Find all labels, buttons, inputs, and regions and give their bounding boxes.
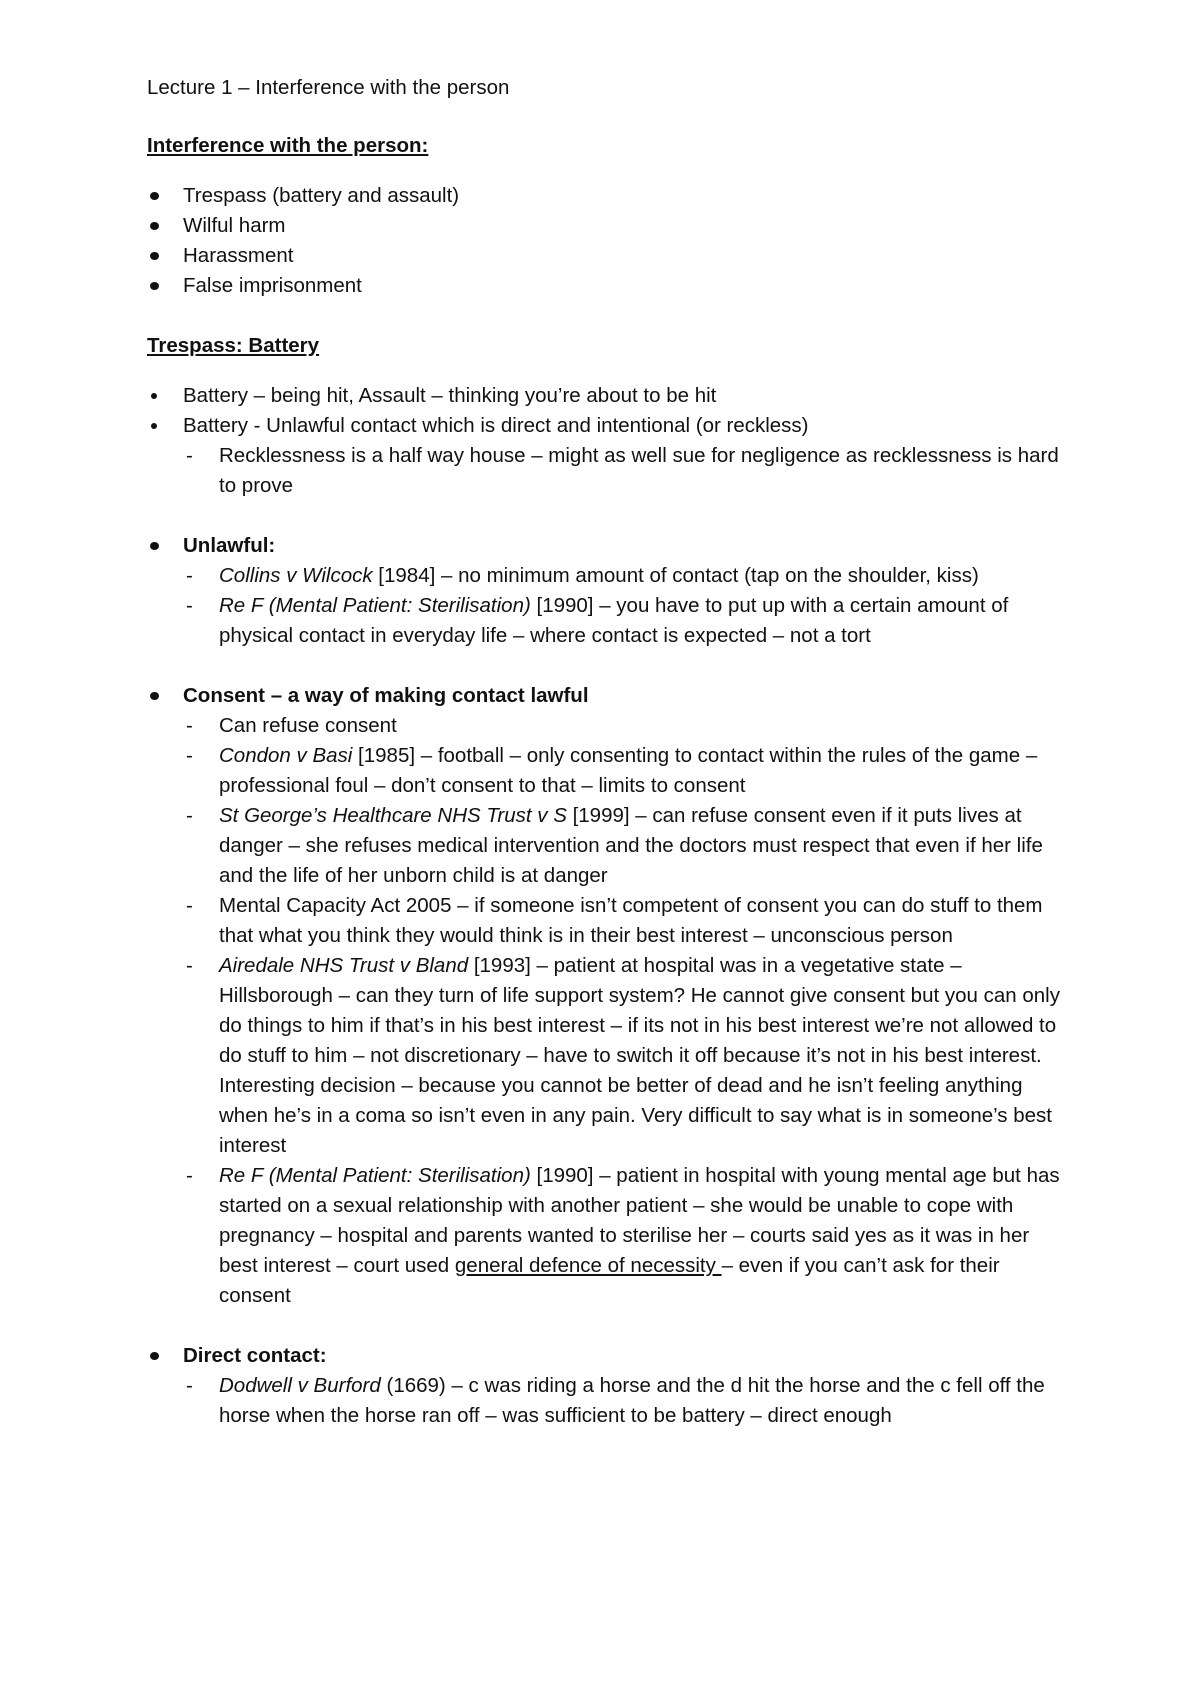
case-text: [1993] – patient at hospital was in a vegetative state – Hillsborough – can they turn of life support system? He cannot give consent but you can only do things to him if that’s in his best interest – if its not in his best interest we’re not allowed to do stuff to him – not discretionary – have to switch it off because it’s not in his best interest. Interesting decision – because you cannot be better of dead and he isn’t feeling anything when he’s in a coma so isn’t even in any pain. Very difficult to say what is in someone’s best interest xyxy=(219,954,1060,1157)
case-name: Dodwell v Burford xyxy=(219,1374,381,1397)
sub-item xyxy=(147,591,1067,651)
consent-heading: Consent – a way of making contact lawful xyxy=(147,681,1067,711)
list-item: Wilful harm xyxy=(147,211,1067,241)
case-text: (1669) – c was riding a horse and the d hit the horse and the c fell off the horse when the horse ran off – was sufficient to be battery – direct enough xyxy=(219,1374,1045,1427)
page-title: Lecture 1 – Interference with the person xyxy=(147,76,510,99)
case-text: [1999] – can refuse consent even if it puts lives at danger – she refuses medical intervention and the doctors must respect that even if her life and the life of her unborn child is at danger xyxy=(219,804,1043,887)
sub-item: - Recklessness is a half way house – might as well sue for negligence as recklessness is hard to prove xyxy=(147,441,1067,501)
direct-section xyxy=(147,1341,1067,1431)
case-name: Collins v Wilcock xyxy=(219,564,373,587)
case-name: Re F (Mental Patient: Sterilisation) xyxy=(219,1164,531,1187)
list-item-text: Battery - Unlawful contact which is direct and intentional (or reckless) xyxy=(183,414,809,437)
list-item: False imprisonment xyxy=(147,271,1067,301)
battery-list xyxy=(147,381,1067,501)
lecture-notes xyxy=(147,73,1067,1461)
consent-section xyxy=(147,681,1067,1311)
case-text: [1984] – no minimum amount of contact (tap on the shoulder, kiss) xyxy=(372,564,979,587)
direct-heading: Direct contact: xyxy=(147,1341,1067,1371)
case-text: [1985] – football – only consenting to contact within the rules of the game – professional foul – don’t consent to that – limits to consent xyxy=(219,744,1038,797)
unlawful-section xyxy=(147,531,1067,651)
case-text-end: – even if you can’t ask for their consent xyxy=(219,1254,1000,1307)
case-text: [1990] – you have to put up with a certain amount of physical contact in everyday life – where contact is expected – not a tort xyxy=(219,594,1009,647)
direct-list xyxy=(147,1371,1067,1431)
list-item: Battery – being hit, Assault – thinking you’re about to be hit xyxy=(147,381,1067,411)
sub-item xyxy=(147,801,1067,891)
list-item: Trespass (battery and assault) xyxy=(147,181,1067,211)
sub-item xyxy=(147,1161,1067,1311)
sub-item: - Mental Capacity Act 2005 – if someone isn’t competent of consent you can do stuff to them that what you think they would think is in their best interest – unconscious person xyxy=(147,891,1067,951)
case-name: Condon v Basi xyxy=(219,744,353,767)
sub-item xyxy=(147,951,1067,1161)
case-name: Re F (Mental Patient: Sterilisation) xyxy=(219,594,531,617)
sub-item xyxy=(147,1371,1067,1431)
sub-item xyxy=(147,741,1067,801)
battery-heading: Trespass: Battery xyxy=(147,334,320,357)
unlawful-heading: Unlawful: xyxy=(147,531,1067,561)
overview-heading: Interference with the person: xyxy=(147,134,429,157)
sub-item xyxy=(147,561,1067,591)
case-name: Airedale NHS Trust v Bland xyxy=(219,954,469,977)
list-item xyxy=(147,411,1067,501)
case-name: St George’s Healthcare NHS Trust v S xyxy=(219,804,567,827)
list-item: Harassment xyxy=(147,241,1067,271)
overview-list xyxy=(147,181,1067,301)
battery-sublist xyxy=(147,441,1067,501)
consent-list xyxy=(147,711,1067,1311)
underlined-term: general defence of necessity xyxy=(454,1254,722,1277)
sub-item: - Can refuse consent xyxy=(147,711,1067,741)
case-text: [1990] – patient in hospital with young mental age but has started on a sexual relationship with another patient – she would be unable to cope with pregnancy – hospital and parents wanted to sterilise her – courts said yes as it was in her best interest – court used xyxy=(219,1164,1060,1277)
unlawful-list xyxy=(147,561,1067,651)
